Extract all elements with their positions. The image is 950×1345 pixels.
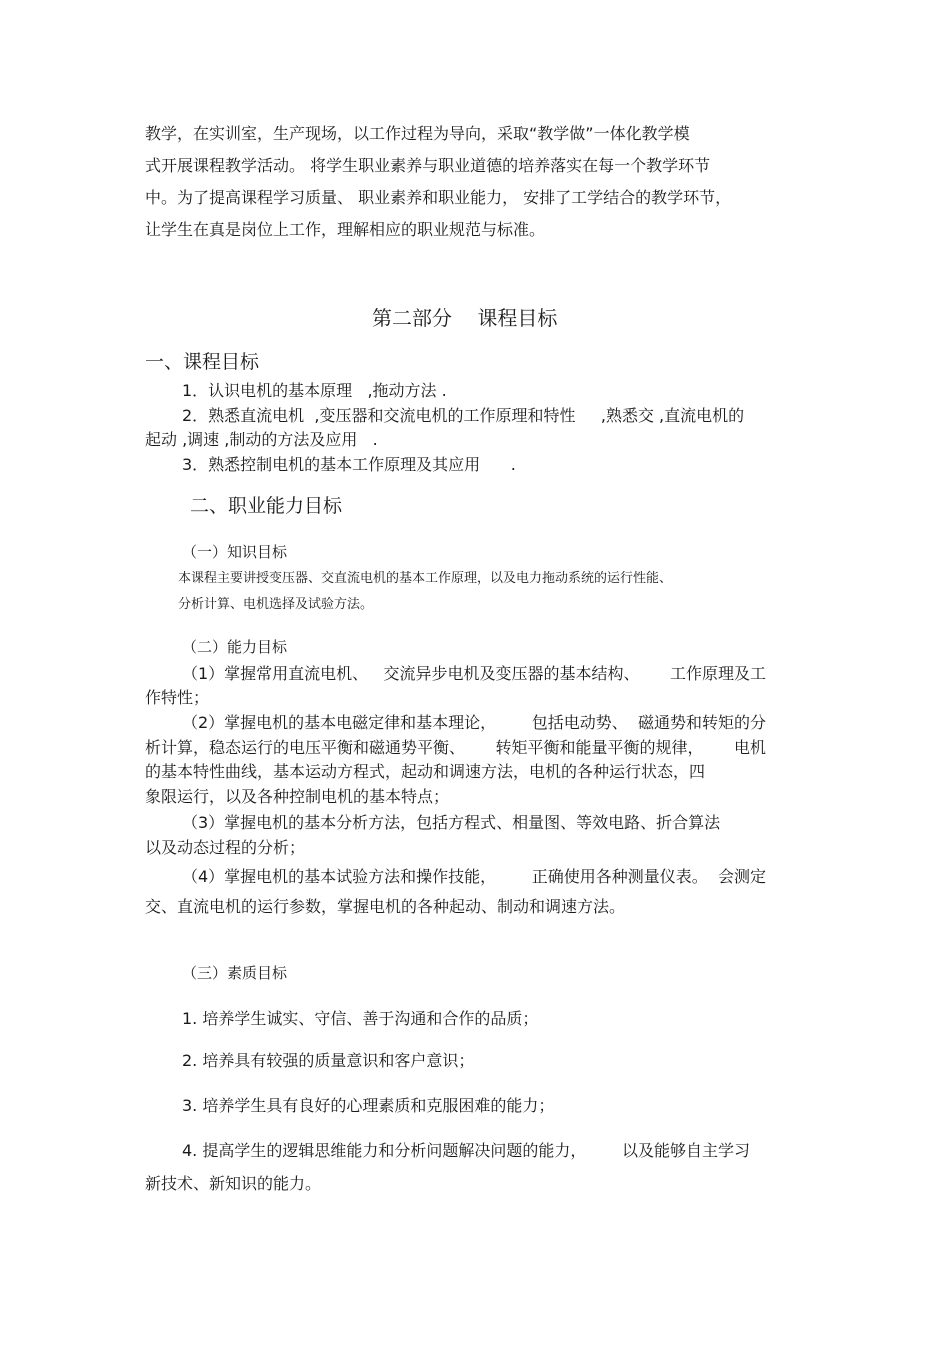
ability-line-8: 以及动态过程的分析； bbox=[145, 838, 306, 857]
knowledge-heading: （一）知识目标 bbox=[182, 543, 288, 561]
part-title: 第二部分 课程目标 bbox=[372, 306, 558, 330]
ability-line-4: 析计算，稳态运行的电压平衡和磁通势平衡、 转矩平衡和能量平衡的规律， 电机 bbox=[145, 738, 767, 757]
ability-line-5: 的基本特性曲线，基本运动方程式，起动和调速方法，电机的各种运行状态，四 bbox=[145, 762, 706, 781]
ability-line-10: 交、直流电机的运行参数，掌握电机的各种起动、制动和调速方法。 bbox=[145, 897, 626, 916]
section2-heading: 二、职业能力目标 bbox=[190, 495, 343, 517]
ability-line-6: 象限运行，以及各种控制电机的基本特点； bbox=[145, 787, 450, 806]
goal-line-2: 2．熟悉直流电机 ,变压器和交流电机的工作原理和特性 ,熟悉交 ,直流电机的 bbox=[182, 406, 745, 425]
ability-line-1: （1）掌握常用直流电机、 交流异步电机及变压器的基本结构、 工作原理及工 bbox=[182, 664, 766, 683]
quality-line-5: 新技术、新知识的能力。 bbox=[145, 1174, 322, 1193]
ability-heading: （二）能力目标 bbox=[182, 638, 288, 656]
quality-line-2: 2. 培养具有较强的质量意识和客户意识； bbox=[182, 1051, 475, 1070]
goal-line-1: 1．认识电机的基本原理 ,拖动方法 . bbox=[182, 381, 447, 400]
intro-line-1: 教学，在实训室，生产现场，以工作过程为导向，采取“教学做”一体化教学模 bbox=[145, 124, 690, 143]
knowledge-line-2: 分析计算、电机选择及试验方法。 bbox=[178, 597, 374, 612]
section1-heading: 一、课程目标 bbox=[145, 351, 260, 373]
quality-line-3: 3. 培养学生具有良好的心理素质和克服困难的能力； bbox=[182, 1096, 555, 1115]
goal-line-4: 3．熟悉控制电机的基本工作原理及其应用 . bbox=[182, 455, 516, 474]
ability-line-7: （3）掌握电机的基本分析方法，包括方程式、相量图、等效电路、折合算法 bbox=[182, 813, 721, 832]
intro-line-2: 式开展课程教学活动。 将学生职业素养与职业道德的培养落实在每一个教学环节 bbox=[145, 156, 711, 175]
intro-line-4: 让学生在真是岗位上工作，理解相应的职业规范与标准。 bbox=[145, 220, 546, 239]
ability-line-2: 作特性； bbox=[145, 688, 210, 707]
knowledge-line-1: 本课程主要讲授变压器、交直流电机的基本工作原理，以及电力拖动系统的运行性能、 bbox=[178, 571, 673, 586]
quality-line-4: 4. 提高学生的逻辑思维能力和分析问题解决问题的能力， 以及能够自主学习 bbox=[182, 1141, 750, 1160]
quality-line-1: 1. 培养学生诚实、守信、善于沟通和合作的品质； bbox=[182, 1009, 539, 1028]
ability-line-9: （4）掌握电机的基本试验方法和操作技能， 正确使用各种测量仪表。 会测定 bbox=[182, 867, 766, 886]
intro-line-3: 中。为了提高课程学习质量、 职业素养和职业能力， 安排了工学结合的教学环节， bbox=[145, 188, 732, 207]
goal-line-3: 起动 ,调速 ,制动的方法及应用 . bbox=[145, 430, 378, 449]
ability-line-3: （2）掌握电机的基本电磁定律和基本理论， 包括电动势、 磁通势和转矩的分 bbox=[182, 713, 766, 732]
quality-heading: （三）素质目标 bbox=[182, 964, 288, 982]
